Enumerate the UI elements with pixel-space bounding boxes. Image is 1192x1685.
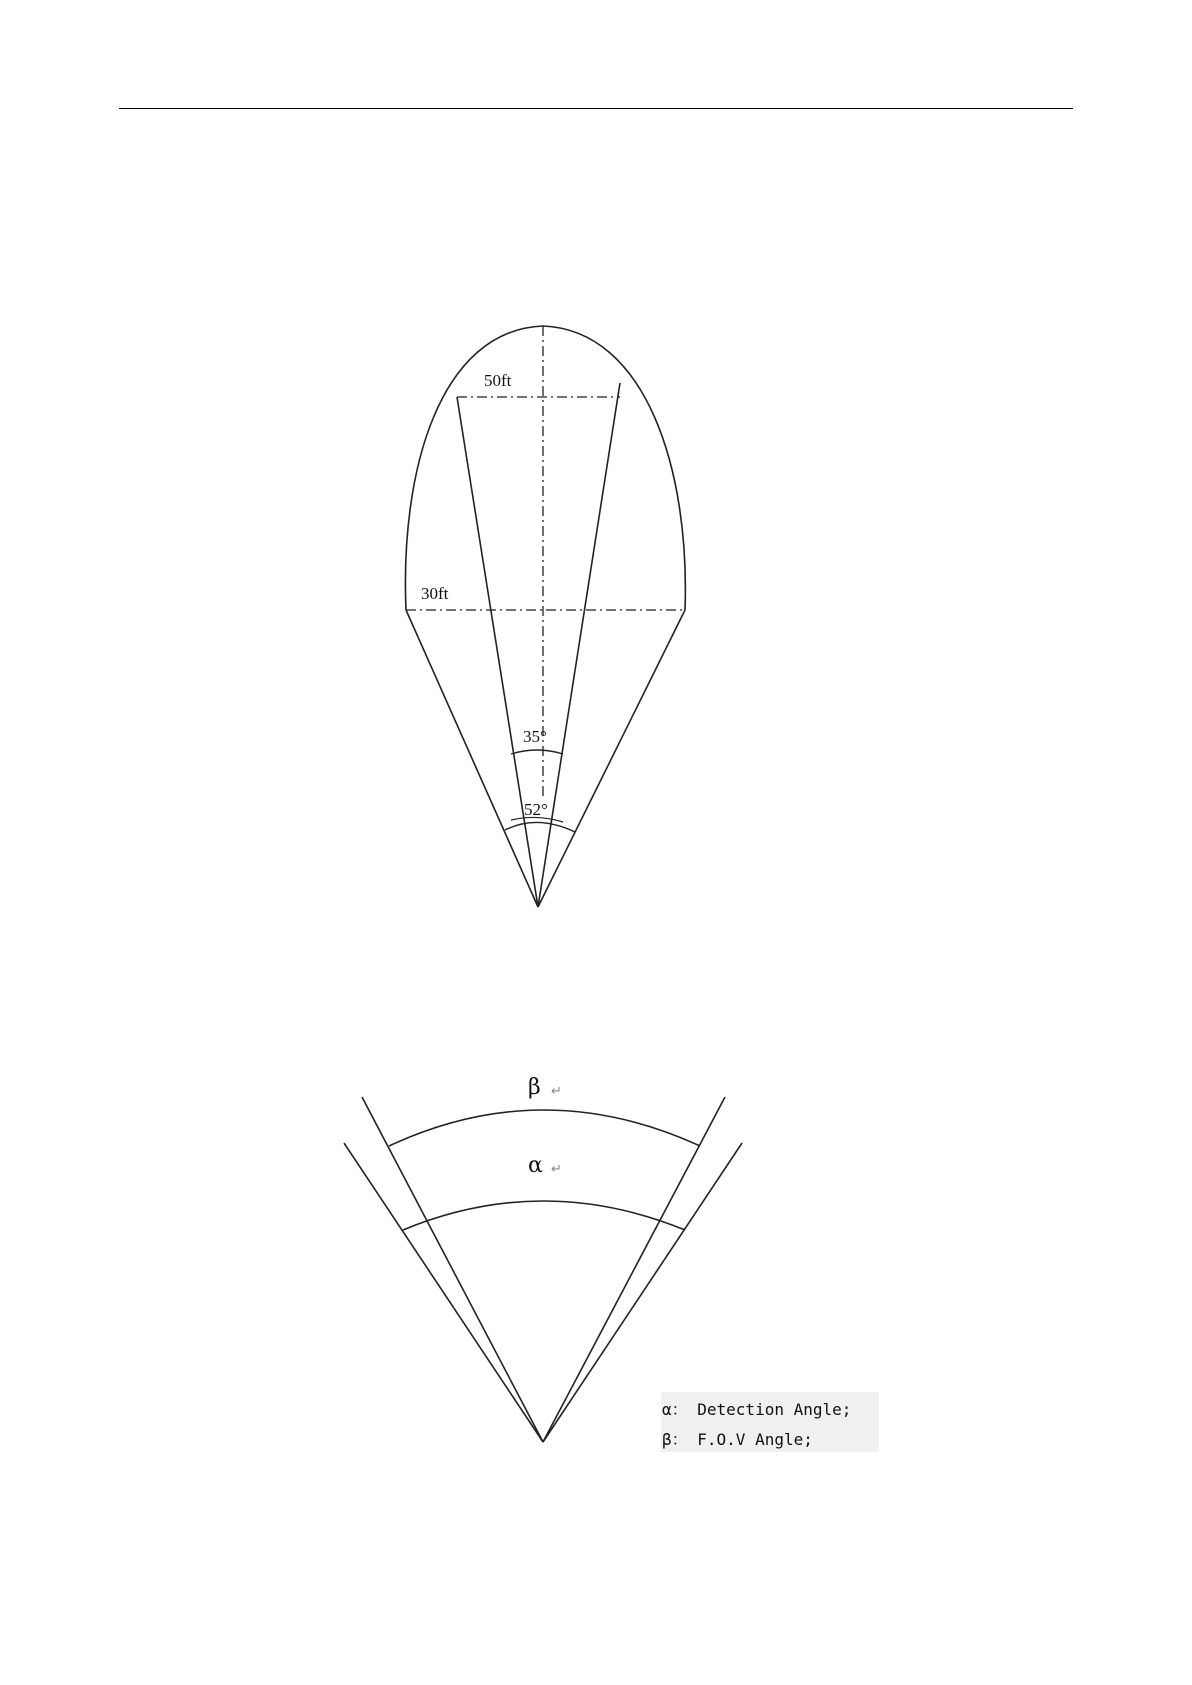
legend-beta: β： F.O.V Angle; xyxy=(662,1430,813,1449)
outer-boundary-right xyxy=(538,610,685,907)
legend-alpha: α： Detection Angle; xyxy=(662,1400,852,1419)
fov-arc xyxy=(389,1110,700,1146)
inner-boundary-right xyxy=(538,383,620,907)
detection-range-diagram xyxy=(405,326,685,907)
fov-line-left xyxy=(362,1097,543,1442)
range-dome-outline xyxy=(405,326,685,610)
inner-boundary-left xyxy=(457,397,538,907)
angle-definition-diagram xyxy=(344,1097,742,1442)
label-alpha: α xyxy=(528,1153,543,1178)
outer-boundary-left xyxy=(406,610,538,907)
return-mark-alpha: ↵ xyxy=(551,1162,562,1177)
angle-arc-35 xyxy=(511,750,563,754)
label-50ft: 50ft xyxy=(484,371,512,390)
angle-arc-52 xyxy=(505,822,575,832)
label-angle-52: 52° xyxy=(524,800,548,819)
label-30ft: 30ft xyxy=(421,584,449,603)
detection-arc xyxy=(403,1201,685,1230)
label-beta: β xyxy=(528,1075,541,1100)
fov-line-right xyxy=(543,1097,725,1442)
label-angle-35: 35° xyxy=(523,727,547,746)
detection-line-left xyxy=(344,1143,543,1442)
return-mark-beta: ↵ xyxy=(551,1084,562,1099)
